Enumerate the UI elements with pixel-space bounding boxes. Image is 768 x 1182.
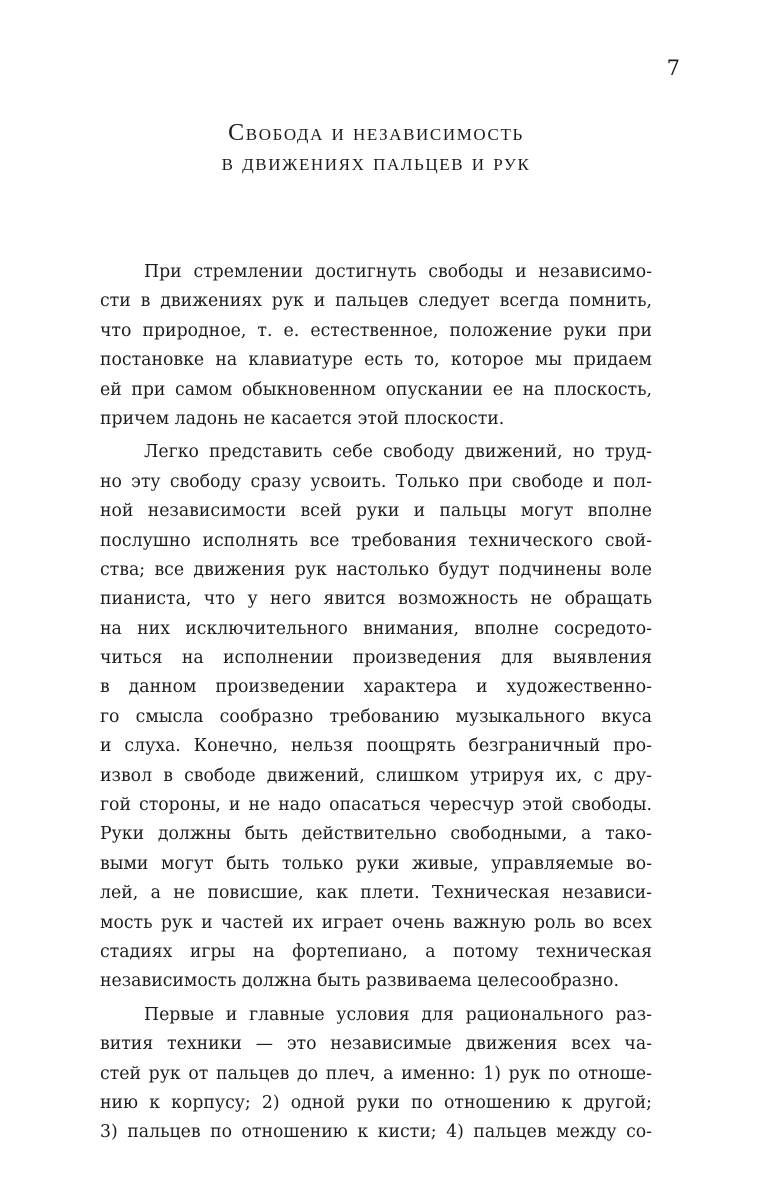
paragraph-line: лей, а не повисшие, как плети. Техническая независи- <box>100 883 652 904</box>
paragraph-line: ства; все движения рук настолько будут подчинены воле <box>100 559 652 580</box>
paragraph-line: При стремлении достигнуть свободы и независимо- <box>144 262 652 282</box>
paragraph-line: ной независимости всей руки и пальцы могут вполне <box>100 501 652 522</box>
paragraph-line: извол в свободе движений, слишком утрируя их, с дру- <box>100 765 652 786</box>
paragraph-line: в данном произведении характера и художественно- <box>100 677 652 698</box>
paragraph-line: независимость должна быть развиваема целесообразно. <box>100 971 619 992</box>
paragraph-line: пианиста, что у него явится возможность не обращать <box>100 589 652 610</box>
paragraph-line: нию к корпусу; 2) одной руки по отношению к другой; <box>100 1092 652 1113</box>
chapter-title <box>100 118 652 178</box>
paragraph-line: Руки должны быть действительно свободными, а тако- <box>100 824 652 845</box>
paragraph-line: и слуха. Конечно, нельзя поощрять безграничный про- <box>100 736 652 757</box>
paragraph-line: стадиях игры на фортепиано, а потому техническая <box>100 941 652 962</box>
page-number: 7 <box>666 56 680 80</box>
paragraph-line: гой стороны, и не надо опасаться чересчур этой свободы. <box>100 795 652 816</box>
paragraph-line: мость рук и частей их играет очень важную роль во всех <box>100 912 652 933</box>
body-text <box>100 258 652 1148</box>
paragraph-line: постановке на клавиатуре есть то, которое мы придаем <box>100 350 652 371</box>
paragraph-line: стей рук от пальцев до плеч, а именно: 1) рук по отноше- <box>100 1063 652 1084</box>
paragraph-line: выми могут быть только руки живые, управляемые во- <box>100 853 652 874</box>
paragraph-line: причем ладонь не касается этой плоскости. <box>100 408 505 429</box>
paragraph-line: Легко представить себе свободу движений, но труд- <box>144 442 652 463</box>
paragraph-line: Первые и главные условия для рационального раз- <box>144 1004 652 1025</box>
paragraph-line: сти в движениях рук и пальцев следует всегда помнить, <box>100 291 652 312</box>
paragraph-line: вития техники — это независимые движения всех ча- <box>100 1034 652 1055</box>
paragraph-line: но эту свободу сразу усвоить. Только при свободе и пол- <box>100 471 652 492</box>
paragraph-line: на них исключительного внимания, вполне сосредото- <box>100 618 652 639</box>
paragraph-line: го смысла сообразно требованию музыкального вкуса <box>100 706 652 727</box>
paragraph-line: ей при самом обыкновенном опускании ее на плоскость, <box>100 379 652 400</box>
paragraph-line: послушно исполнять все требования технического свой- <box>100 530 652 551</box>
paragraph-line: 3) пальцев по отношению к кисти; 4) пальцев между со- <box>100 1122 652 1143</box>
paragraph-line: что природное, т. е. естественное, положение руки при <box>100 320 652 341</box>
chapter-title-line: Свобода и независимость <box>228 120 524 146</box>
chapter-title-line: в движениях пальцев и рук <box>221 150 531 176</box>
paragraph-line: читься на исполнении произведения для выявления <box>100 648 652 669</box>
